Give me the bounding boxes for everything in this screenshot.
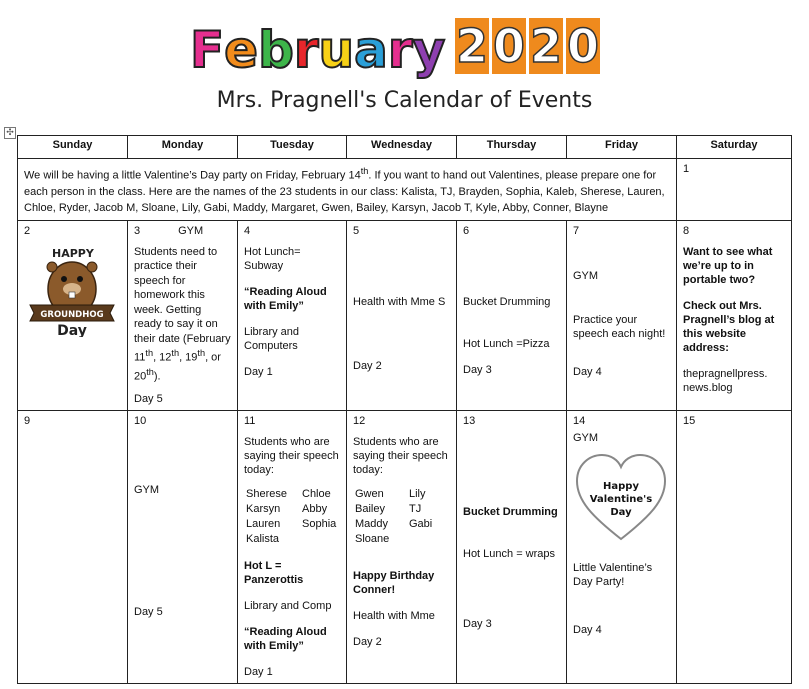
day-cell-15 [677,411,792,684]
blog-address[interactable]: thepragnellpress. news.blog [683,367,768,394]
day-cell-13 [457,411,567,684]
day-number: 10 [134,415,147,428]
day-cell-7 [567,220,677,411]
health-class: Health with Mme [353,610,435,623]
gym-label: GYM [134,484,160,497]
year-digit: 0 [566,19,599,73]
student-name: Abby [302,503,328,516]
month-title [190,16,445,80]
speech-practice-note: Practice your speech each night! [573,313,666,340]
heart-text-day: Day [610,507,632,519]
rotation-day: Day 1 [244,666,273,679]
day-number: 13 [463,415,476,428]
calendar-subtitle: Mrs. Pragnell's Calendar of Events [216,88,593,113]
day-number: 5 [353,224,360,237]
year-title [455,18,600,74]
day-number: 8 [683,224,690,237]
month-letter: r [387,21,413,79]
day-number: 6 [463,224,470,237]
student-name: Bailey [355,503,385,516]
heart-text-happy: Happy [603,481,639,493]
student-name [302,532,352,547]
announcement-text-a: We will be having a little Valentine’s Day party on Friday, February 14 [24,169,361,182]
hot-lunch: Hot Lunch = wraps [463,548,556,561]
month-letter: r [293,21,319,79]
groundhog-day-illustration [24,245,120,337]
day-number-row [134,225,231,237]
groundhog-happy-label: HAPPY [52,246,94,260]
month-letter: b [258,21,294,79]
calendar-header [0,0,809,125]
bucket-drumming: Bucket Drumming [463,295,551,308]
student-name: Gabi [409,518,433,531]
month-letter: u [318,21,355,79]
day-cell-12 [347,411,457,684]
speech-student-list [244,487,340,547]
valentine-heart-illustration [573,451,669,547]
student-name: Sherese [246,488,287,501]
day-number: 3 [134,224,141,237]
rotation-day: Day 5 [134,606,163,619]
day-number: 14 [573,415,586,428]
health-class: Health with Mme S [353,295,446,308]
student-name: Lauren [246,518,281,531]
weekday-wednesday: Wednesday [347,136,457,159]
birthday-note: Happy Birthday Conner! [353,570,435,597]
month-letter: e [224,21,259,79]
day-cell-1 [677,159,792,221]
gym-label: GYM [573,432,599,445]
student-name: Karsyn [246,503,281,516]
day-cell-2 [18,220,128,411]
weekday-saturday: Saturday [677,136,792,159]
weekday-sunday: Sunday [18,136,128,159]
week-row-3 [18,411,792,684]
announcement-sup: th [360,166,369,176]
weekday-tuesday: Tuesday [238,136,347,159]
groundhog-day-label: Day [57,322,87,337]
day-number: 12 [353,415,366,428]
valentine-announcement [18,159,677,221]
day-number: 2 [24,224,31,237]
speech-list-intro: Students who are saying their speech today: [244,436,339,477]
announcement-text-b: . If you want to hand out Valentines, please prepare one for each person in the class. Here are the names of the 23 students in our class: Kalista, TJ, Brayden, Sophia, Kaleb, Sherese, Lauren, Chloe, Ryder, Jacob M, Sloane, Lily, Gabi, Maddy, Margaret, Gwen, Bailey, Karsyn, Jacob T, Kyle, Abby, Conner, Blayne [24,169,665,214]
day-cell-3 [128,220,238,411]
hot-lunch: Hot Lunch= Subway [244,245,301,272]
heart-text-valentines: Valentine's [589,494,653,506]
bucket-drumming: Bucket Drumming [463,506,558,519]
library-computers: Library and Computers [244,325,300,352]
day-cell-5 [347,220,457,411]
gym-label: GYM [178,224,204,237]
portable-two-note: Want to see what we’re up to in portable two? [683,245,773,286]
year-digit: 2 [455,19,488,73]
day-cell-4 [238,220,347,411]
student-name: Gwen [355,488,384,501]
rotation-day: Day 4 [573,624,602,637]
year-digit: 2 [529,19,562,73]
gym-label: GYM [573,269,599,282]
library-computers: Library and Comp [244,600,332,613]
calendar-table [17,135,792,684]
groundhog-banner-label: GROUNDHOG [40,309,104,320]
student-name: Sophia [302,518,337,531]
hot-lunch: Hot Lunch =Pizza [463,337,550,350]
day-cell-11 [238,411,347,684]
rotation-day: Day 1 [244,365,273,378]
student-name: Lily [409,488,426,501]
rotation-day: Day 5 [134,393,163,406]
day-number: 9 [24,415,31,428]
speech-student-list [353,487,450,547]
month-letter: y [412,21,446,79]
month-letter: a [354,21,388,79]
student-name: TJ [409,503,422,516]
speech-list-intro: Students who are saying their speech today: [353,436,448,477]
year-digit: 0 [492,19,525,73]
day-cell-8 [677,220,792,411]
month-letter: F [190,21,225,79]
student-name: Kalista [246,533,280,546]
rotation-day: Day 3 [463,618,492,631]
day-cell-10 [128,411,238,684]
speech-homework-note: Students need to practice their speech for homework this week. Getting ready to say it on their date (February 11th, 12th, 19th, or 20th). [134,245,231,383]
student-name [409,532,459,547]
student-name: Maddy [355,518,389,531]
day-cell-6 [457,220,567,411]
day-number: 15 [683,415,696,428]
rotation-day: Day 2 [353,636,382,649]
day-cell-14 [567,411,677,684]
week-row-1 [18,159,792,221]
rotation-day: Day 4 [573,365,602,378]
reading-aloud: “Reading Aloud with Emily” [244,626,327,653]
table-move-handle-icon[interactable]: ✣ [4,127,16,139]
weekday-thursday: Thursday [457,136,567,159]
weekday-friday: Friday [567,136,677,159]
day-cell-9 [18,411,128,684]
blog-note: Check out Mrs. Pragnell’s blog at this website address: [683,299,775,354]
student-name: Sloane [355,533,390,546]
day-number: 4 [244,224,251,237]
day-number: 1 [683,163,690,175]
rotation-day: Day 3 [463,363,492,376]
week-row-2 [18,220,792,411]
reading-aloud: “Reading Aloud with Emily” [244,285,327,312]
day-number: 7 [573,224,580,237]
student-name: Chloe [302,488,331,501]
day-number: 11 [244,415,256,428]
weekday-header-row [18,136,792,159]
hot-lunch: Hot L = Panzerottis [244,560,304,587]
weekday-monday: Monday [128,136,238,159]
rotation-day: Day 2 [353,359,382,372]
valentine-party-note: Little Valentine’s Day Party! [573,562,653,589]
